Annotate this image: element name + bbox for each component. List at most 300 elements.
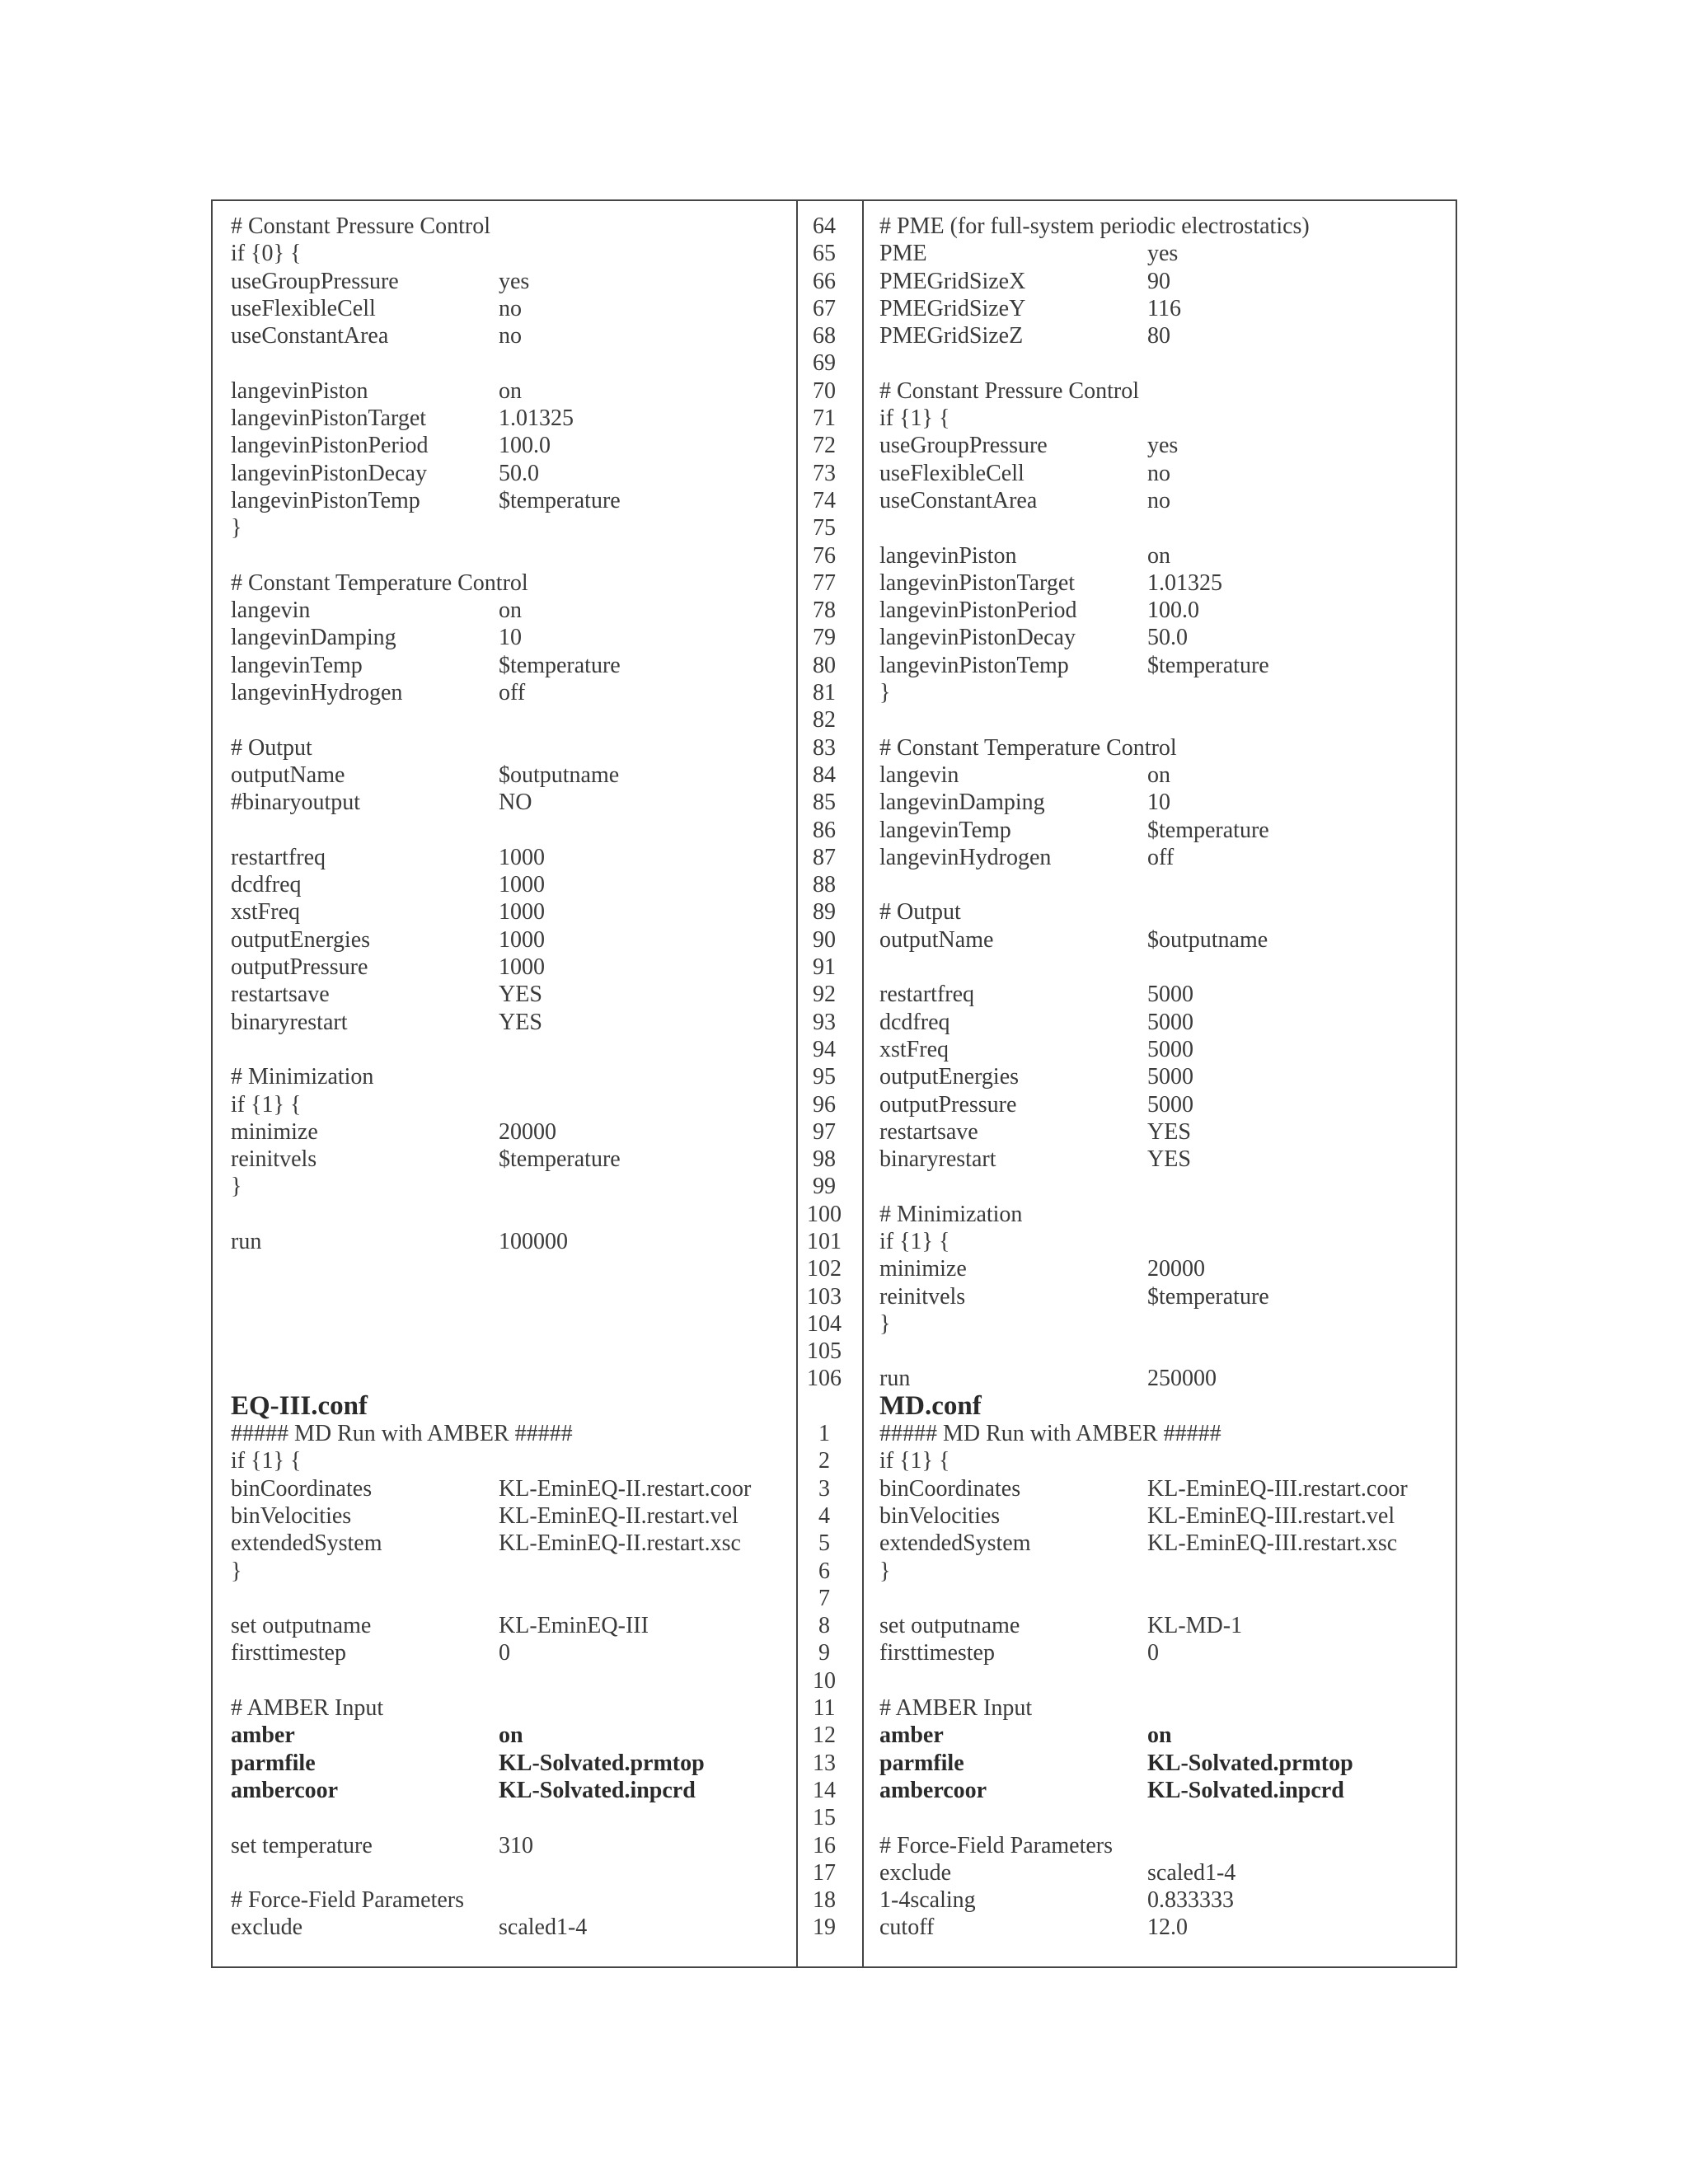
right-value: YES xyxy=(1147,1146,1191,1173)
line-number: 12 xyxy=(813,1722,836,1749)
line-number: 90 xyxy=(813,926,836,953)
left-line xyxy=(231,1722,783,1749)
right-key: # PME (for full-system periodic electrostatics) xyxy=(879,213,1310,239)
left-key: reinitvels xyxy=(231,1146,317,1173)
left-value: 1.01325 xyxy=(499,405,574,432)
line-number: 85 xyxy=(813,790,836,816)
left-key: extendedSystem xyxy=(231,1530,382,1557)
line-number: 3 xyxy=(818,1475,830,1502)
right-key: # Constant Temperature Control xyxy=(879,734,1177,761)
right-line xyxy=(879,624,1448,651)
left-key: langevinTemp xyxy=(231,652,363,678)
line-number: 76 xyxy=(813,542,836,569)
left-value: no xyxy=(499,323,522,349)
right-key: langevinPiston xyxy=(879,542,1017,569)
right-key: parmfile xyxy=(879,1750,964,1776)
right-line xyxy=(879,706,1448,733)
left-line xyxy=(231,1365,783,1392)
right-line xyxy=(879,1886,1448,1914)
right-key: MD.conf xyxy=(879,1390,982,1421)
right-key: extendedSystem xyxy=(879,1530,1031,1557)
line-number-column xyxy=(795,213,853,1942)
right-line xyxy=(879,1365,1448,1392)
left-line xyxy=(231,817,783,844)
left-line xyxy=(231,981,783,1008)
line-number: 14 xyxy=(813,1777,836,1803)
right-value: $temperature xyxy=(1147,817,1269,843)
right-line xyxy=(879,405,1448,432)
left-line xyxy=(231,1310,783,1338)
left-key: outputName xyxy=(231,762,345,788)
left-key: dcdfreq xyxy=(231,872,302,898)
line-number: 9 xyxy=(818,1640,830,1666)
left-line xyxy=(231,1859,783,1886)
left-key: amber xyxy=(231,1722,295,1749)
left-line xyxy=(231,1750,783,1777)
left-key: # Constant Pressure Control xyxy=(231,213,490,239)
right-line xyxy=(879,597,1448,624)
right-line xyxy=(879,652,1448,679)
left-value: $temperature xyxy=(499,487,621,513)
right-line xyxy=(879,817,1448,844)
left-line xyxy=(231,1283,783,1310)
left-key: set temperature xyxy=(231,1832,373,1858)
line-number: 67 xyxy=(813,295,836,321)
left-line xyxy=(231,1502,783,1530)
line-number: 77 xyxy=(813,569,836,596)
left-line xyxy=(231,926,783,954)
left-key: if {1} { xyxy=(231,1448,302,1474)
right-line xyxy=(879,1201,1448,1228)
line-number: 103 xyxy=(807,1283,842,1310)
right-value: 5000 xyxy=(1147,1064,1193,1090)
right-line xyxy=(879,1390,1448,1421)
left-line xyxy=(231,871,783,898)
right-key: PMEGridSizeX xyxy=(879,268,1026,294)
right-key: useFlexibleCell xyxy=(879,460,1025,486)
left-line xyxy=(231,844,783,871)
left-key: langevinDamping xyxy=(231,625,396,651)
left-key: firsttimestep xyxy=(231,1640,346,1666)
left-value: on xyxy=(499,598,522,624)
left-key: ##### MD Run with AMBER ##### xyxy=(231,1421,573,1447)
right-line xyxy=(879,844,1448,871)
left-line xyxy=(231,1585,783,1612)
line-number: 95 xyxy=(813,1064,836,1090)
left-value: KL-EminEQ-II.restart.vel xyxy=(499,1502,738,1529)
right-key: amber xyxy=(879,1722,944,1749)
right-key: dcdfreq xyxy=(879,1009,950,1035)
right-line xyxy=(879,240,1448,267)
right-line xyxy=(879,954,1448,981)
right-line xyxy=(879,1283,1448,1310)
right-value: KL-Solvated.inpcrd xyxy=(1147,1777,1344,1803)
right-value: no xyxy=(1147,487,1170,513)
right-value: $temperature xyxy=(1147,652,1269,678)
line-number: 82 xyxy=(813,707,836,733)
line-number: 65 xyxy=(813,241,836,267)
right-line xyxy=(879,1750,1448,1777)
left-line xyxy=(231,569,783,597)
right-line xyxy=(879,926,1448,954)
left-line xyxy=(231,213,783,240)
left-line xyxy=(231,762,783,789)
line-number: 91 xyxy=(813,954,836,981)
left-key: set outputname xyxy=(231,1613,372,1639)
left-line xyxy=(231,1777,783,1804)
right-value: KL-EminEQ-III.restart.vel xyxy=(1147,1502,1395,1529)
left-key: langevinPistonPeriod xyxy=(231,433,429,459)
left-line xyxy=(231,514,783,541)
left-value: off xyxy=(499,680,526,706)
right-key: PMEGridSizeY xyxy=(879,295,1026,321)
right-line xyxy=(879,1009,1448,1036)
left-line xyxy=(231,1804,783,1831)
right-line xyxy=(879,734,1448,762)
left-value: 100.0 xyxy=(499,433,551,459)
right-line xyxy=(879,1612,1448,1639)
right-line xyxy=(879,1502,1448,1530)
right-line xyxy=(879,1914,1448,1941)
left-value: KL-Solvated.inpcrd xyxy=(499,1777,696,1803)
right-key: exclude xyxy=(879,1859,952,1886)
line-number: 75 xyxy=(813,515,836,541)
left-key: langevin xyxy=(231,598,311,624)
left-line xyxy=(231,1063,783,1090)
right-key: cutoff xyxy=(879,1915,935,1941)
left-line xyxy=(231,1146,783,1173)
right-value: 50.0 xyxy=(1147,625,1188,651)
left-key: #binaryoutput xyxy=(231,790,361,816)
left-line xyxy=(231,679,783,706)
line-number: 80 xyxy=(813,652,836,678)
right-line xyxy=(879,1310,1448,1338)
right-line xyxy=(879,1475,1448,1502)
right-config-column xyxy=(879,213,1448,1942)
right-key: langevinPistonTemp xyxy=(879,652,1069,678)
right-value: yes xyxy=(1147,241,1179,267)
line-number: 94 xyxy=(813,1036,836,1062)
right-key: if {1} { xyxy=(879,1448,950,1474)
line-number: 70 xyxy=(813,377,836,404)
left-value: 310 xyxy=(499,1832,533,1858)
left-value: KL-Solvated.prmtop xyxy=(499,1750,705,1776)
right-line xyxy=(879,1558,1448,1585)
right-value: KL-EminEQ-III.restart.xsc xyxy=(1147,1530,1398,1557)
right-key: # AMBER Input xyxy=(879,1695,1033,1722)
right-line xyxy=(879,1804,1448,1831)
left-key: # AMBER Input xyxy=(231,1695,384,1722)
right-value: 5000 xyxy=(1147,1091,1193,1118)
line-number: 92 xyxy=(813,982,836,1008)
left-line xyxy=(231,432,783,459)
right-line xyxy=(879,1228,1448,1255)
right-value: 5000 xyxy=(1147,1036,1193,1062)
line-number: 84 xyxy=(813,762,836,788)
left-line xyxy=(231,1173,783,1200)
right-key: xstFreq xyxy=(879,1036,949,1062)
right-key: outputEnergies xyxy=(879,1064,1020,1090)
left-line xyxy=(231,1420,783,1447)
right-value: $temperature xyxy=(1147,1283,1269,1310)
right-value: no xyxy=(1147,460,1170,486)
right-key: ##### MD Run with AMBER ##### xyxy=(879,1421,1221,1447)
right-line xyxy=(879,460,1448,487)
right-value: on xyxy=(1147,762,1170,788)
left-key: # Output xyxy=(231,734,312,761)
right-value: YES xyxy=(1147,1118,1191,1145)
right-key: minimize xyxy=(879,1256,967,1282)
left-line xyxy=(231,322,783,349)
right-value: 80 xyxy=(1147,323,1170,349)
left-key: # Minimization xyxy=(231,1064,374,1090)
left-value: 100000 xyxy=(499,1228,568,1254)
right-key: firsttimestep xyxy=(879,1640,995,1666)
right-line xyxy=(879,1036,1448,1063)
left-value: YES xyxy=(499,1009,542,1035)
right-line xyxy=(879,295,1448,322)
left-value: 20000 xyxy=(499,1118,556,1145)
right-value: $outputname xyxy=(1147,926,1268,953)
left-line xyxy=(231,1832,783,1859)
left-value: $temperature xyxy=(499,1146,621,1173)
line-number: 99 xyxy=(813,1174,836,1200)
left-line xyxy=(231,405,783,432)
line-number: 7 xyxy=(818,1585,830,1611)
line-number: 17 xyxy=(813,1859,836,1886)
right-line xyxy=(879,268,1448,295)
right-key: langevinPistonPeriod xyxy=(879,598,1077,624)
left-line xyxy=(231,487,783,514)
right-key: ambercoor xyxy=(879,1777,987,1803)
right-line xyxy=(879,514,1448,541)
line-number: 64 xyxy=(813,213,836,239)
right-key: # Constant Pressure Control xyxy=(879,377,1139,404)
left-line xyxy=(231,542,783,569)
right-key: # Minimization xyxy=(879,1201,1023,1227)
right-line xyxy=(879,871,1448,898)
right-line xyxy=(879,432,1448,459)
left-key: if {0} { xyxy=(231,241,302,267)
left-key: # Force-Field Parameters xyxy=(231,1887,465,1914)
right-line xyxy=(879,377,1448,405)
left-line xyxy=(231,624,783,651)
line-number: 13 xyxy=(813,1750,836,1776)
right-line xyxy=(879,1338,1448,1365)
left-line xyxy=(231,1201,783,1228)
right-line xyxy=(879,789,1448,816)
right-key: set outputname xyxy=(879,1613,1020,1639)
right-line xyxy=(879,1639,1448,1666)
left-key: binaryrestart xyxy=(231,1009,348,1035)
line-number: 86 xyxy=(813,817,836,843)
right-line xyxy=(879,898,1448,926)
left-config-column xyxy=(231,213,783,1942)
left-value: 1000 xyxy=(499,844,545,870)
right-line xyxy=(879,1722,1448,1749)
left-value: on xyxy=(499,377,522,404)
line-number: 97 xyxy=(813,1118,836,1145)
line-number: 106 xyxy=(807,1366,842,1392)
left-line xyxy=(231,1009,783,1036)
right-line xyxy=(879,679,1448,706)
line-number: 5 xyxy=(818,1530,830,1557)
right-key: 1-4scaling xyxy=(879,1887,976,1914)
right-value: KL-Solvated.prmtop xyxy=(1147,1750,1353,1776)
right-key: run xyxy=(879,1366,911,1392)
line-number: 100 xyxy=(807,1201,842,1227)
left-line xyxy=(231,1530,783,1557)
left-line xyxy=(231,1228,783,1255)
left-key: binVelocities xyxy=(231,1502,352,1529)
line-number: 101 xyxy=(807,1228,842,1254)
left-line xyxy=(231,1639,783,1666)
left-value: on xyxy=(499,1722,523,1749)
line-number: 79 xyxy=(813,625,836,651)
left-line xyxy=(231,349,783,377)
right-value: 0.833333 xyxy=(1147,1887,1234,1914)
left-key: parmfile xyxy=(231,1750,316,1776)
right-key: restartfreq xyxy=(879,982,975,1008)
left-key: langevinPistonTemp xyxy=(231,487,420,513)
column-divider-right xyxy=(862,199,864,1968)
right-key: useConstantArea xyxy=(879,487,1038,513)
right-value: on xyxy=(1147,1722,1172,1749)
line-number: 69 xyxy=(813,350,836,377)
line-number: 18 xyxy=(813,1887,836,1914)
left-value: 1000 xyxy=(499,872,545,898)
left-line xyxy=(231,1612,783,1639)
right-line xyxy=(879,1667,1448,1694)
line-number: 81 xyxy=(813,680,836,706)
left-key: outputEnergies xyxy=(231,926,371,953)
right-value: 250000 xyxy=(1147,1366,1217,1392)
left-key: EQ-III.conf xyxy=(231,1390,368,1421)
left-value: YES xyxy=(499,982,542,1008)
left-line xyxy=(231,460,783,487)
line-number: 89 xyxy=(813,899,836,926)
left-line xyxy=(231,789,783,816)
left-line xyxy=(231,1036,783,1063)
line-number: 1 xyxy=(818,1421,830,1447)
right-value: 1.01325 xyxy=(1147,569,1222,596)
right-key: # Force-Field Parameters xyxy=(879,1832,1114,1858)
left-line xyxy=(231,954,783,981)
right-key: } xyxy=(879,1310,891,1337)
left-line xyxy=(231,1886,783,1914)
left-line xyxy=(231,1475,783,1502)
line-number: 105 xyxy=(807,1338,842,1365)
left-line xyxy=(231,1091,783,1118)
right-key: if {1} { xyxy=(879,405,950,432)
left-key: langevinPiston xyxy=(231,377,368,404)
right-key: langevinPistonDecay xyxy=(879,625,1076,651)
left-line xyxy=(231,1390,783,1421)
left-key: useConstantArea xyxy=(231,323,389,349)
line-number: 6 xyxy=(818,1558,830,1584)
right-line xyxy=(879,487,1448,514)
left-key: } xyxy=(231,1174,242,1200)
line-number: 83 xyxy=(813,734,836,761)
right-line xyxy=(879,1859,1448,1886)
left-key: } xyxy=(231,1558,242,1584)
right-value: scaled1-4 xyxy=(1147,1859,1236,1886)
right-line xyxy=(879,1420,1448,1447)
line-number: 104 xyxy=(807,1310,842,1337)
line-number: 19 xyxy=(813,1915,836,1941)
right-line xyxy=(879,542,1448,569)
line-number xyxy=(795,1393,853,1420)
right-value: 5000 xyxy=(1147,1009,1193,1035)
right-line xyxy=(879,1585,1448,1612)
left-key: outputPressure xyxy=(231,954,368,981)
left-value: $outputname xyxy=(499,762,620,788)
right-key: reinitvels xyxy=(879,1283,966,1310)
left-key: binCoordinates xyxy=(231,1475,373,1502)
line-number: 11 xyxy=(813,1695,836,1722)
right-line xyxy=(879,569,1448,597)
right-key: binVelocities xyxy=(879,1502,1001,1529)
right-value: 10 xyxy=(1147,790,1170,816)
right-value: 100.0 xyxy=(1147,598,1199,624)
right-value: on xyxy=(1147,542,1170,569)
left-line xyxy=(231,240,783,267)
right-key: } xyxy=(879,1558,891,1584)
left-line xyxy=(231,898,783,926)
right-key: langevin xyxy=(879,762,959,788)
right-value: KL-MD-1 xyxy=(1147,1613,1243,1639)
right-key: if {1} { xyxy=(879,1228,950,1254)
line-number: 102 xyxy=(807,1256,842,1282)
line-number: 15 xyxy=(813,1805,836,1831)
left-value: 1000 xyxy=(499,926,545,953)
right-line xyxy=(879,1777,1448,1804)
line-number: 72 xyxy=(813,433,836,459)
left-line xyxy=(231,1255,783,1282)
right-line xyxy=(879,213,1448,240)
left-value: scaled1-4 xyxy=(499,1915,588,1941)
left-line xyxy=(231,1667,783,1694)
left-key: restartsave xyxy=(231,982,330,1008)
line-number: 2 xyxy=(818,1448,830,1474)
right-line xyxy=(879,1173,1448,1200)
line-number: 4 xyxy=(818,1502,830,1529)
right-line xyxy=(879,762,1448,789)
right-value: yes xyxy=(1147,433,1179,459)
left-key: langevinPistonTarget xyxy=(231,405,427,432)
right-line xyxy=(879,1063,1448,1090)
left-line xyxy=(231,295,783,322)
right-line xyxy=(879,322,1448,349)
right-value: off xyxy=(1147,844,1175,870)
left-line xyxy=(231,377,783,405)
right-value: 12.0 xyxy=(1147,1915,1188,1941)
left-value: 10 xyxy=(499,625,522,651)
left-key: run xyxy=(231,1228,262,1254)
right-key: PME xyxy=(879,241,927,267)
right-key: langevinTemp xyxy=(879,817,1011,843)
right-value: 20000 xyxy=(1147,1256,1205,1282)
line-number: 8 xyxy=(818,1613,830,1639)
left-line xyxy=(231,1338,783,1365)
left-line xyxy=(231,652,783,679)
left-value: NO xyxy=(499,790,532,816)
left-key: restartfreq xyxy=(231,844,326,870)
left-line xyxy=(231,268,783,295)
left-key: minimize xyxy=(231,1118,318,1145)
right-line xyxy=(879,1447,1448,1474)
line-number: 71 xyxy=(813,405,836,432)
